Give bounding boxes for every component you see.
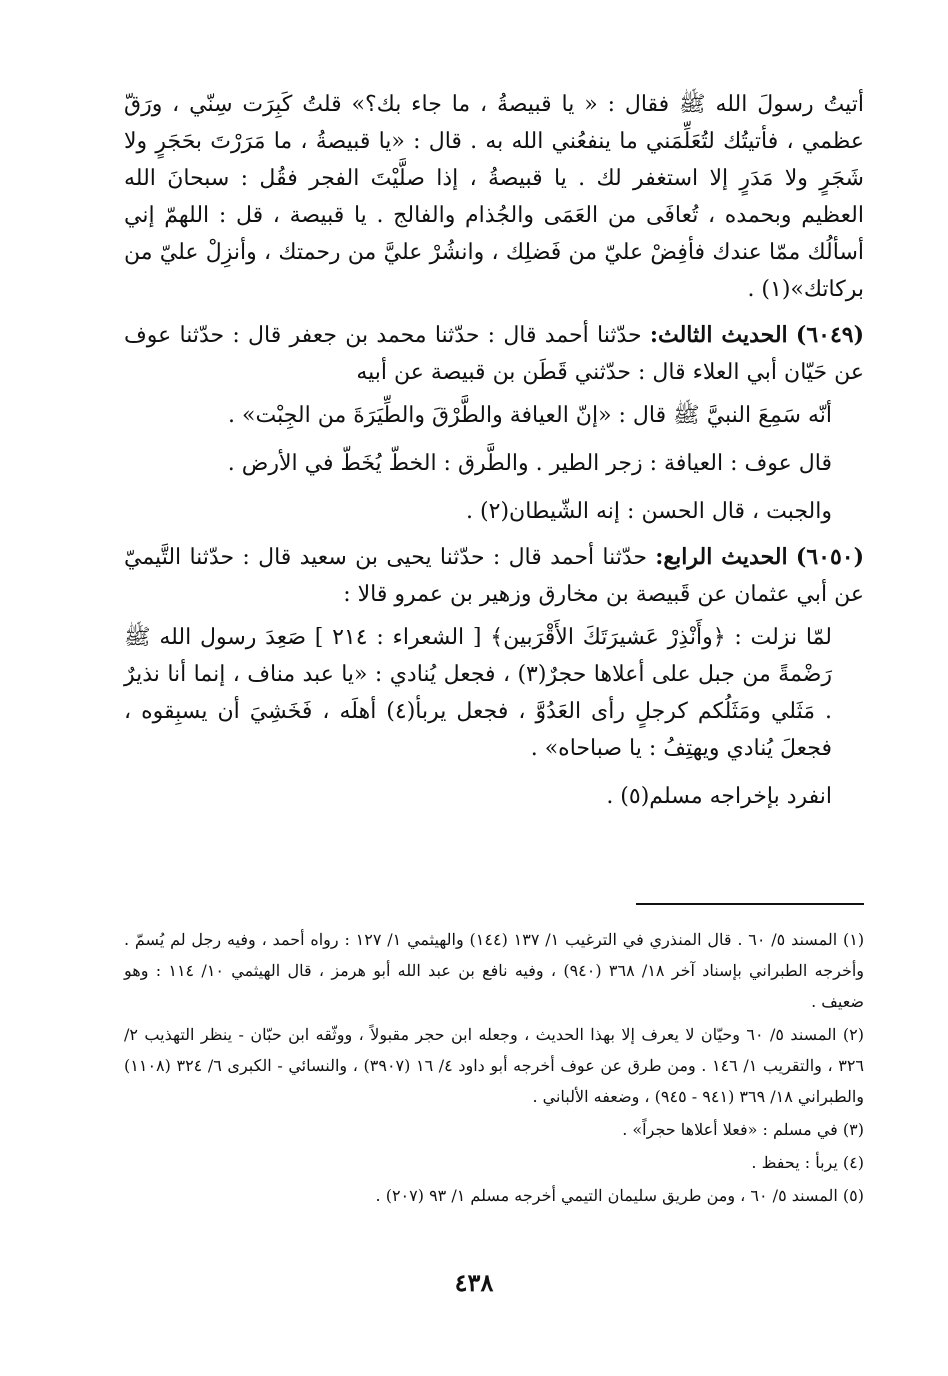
hadith-4-heading bbox=[124, 539, 864, 613]
hadith-3-text: أنّه سَمِعَ النبيَّ ﷺ قال : «إنّ العيافة والطَّرْقَ والطِّيَرَةَ من الجِبْت» . bbox=[228, 403, 832, 428]
main-text bbox=[124, 86, 864, 815]
footnote-2: (٢) المسند ٥/ ٦٠ وحيّان لا يعرف إلا بهذا الحديث ، وجعله ابن حجر مقبولاً ، ووثّقه ابن حبّان - ينظر التهذيب ٢/ ٣٢٦ ، والتقريب ١/ ١٤٦ . ومن طرق عن عوف أخرجه أبو داود ٤/ ١٦ (٣٩٠٧) ، والنسائي - الكبرى ٦/ ٣٢٤ (١١٠٨) والطبراني ١٨/ ٣٦٩ (٩٤١ - ٩٤٥) ، وضعفه الألباني . bbox=[124, 1025, 865, 1106]
footnote-1: (١) المسند ٥/ ٦٠ . قال المنذري في الترغيب ١/ ١٣٧ (١٤٤) والهيثمي ١/ ١٢٧ : رواه أحمد ، وفيه رجل لم يُسمّ . وأخرجه الطبراني بإسناد آخر ١٨/ ٣٦٨ (٩٤٠) ، وفيه نافع بن عبد الله أبو هرمز ، قال الهيثمي ١٠/ ١١٤ : وهو ضعيف . bbox=[124, 930, 865, 1011]
hadith-number: (٦٠٥٠) bbox=[795, 544, 865, 570]
footnote-3: (٣) في مسلم : «فعلا أعلاها حجراً» . bbox=[622, 1120, 864, 1139]
hadith-number: (٦٠٤٩) bbox=[795, 322, 864, 348]
footnote-5: (٥) المسند ٥/ ٦٠ ، ومن طريق سليمان التيمي أخرجه مسلم ١/ ٩٣ (٢٠٧) . bbox=[375, 1186, 864, 1205]
hadith-4-text: لمّا نزلت : ﴿وأَنْذِرْ عَشيرَتَكَ الأَقْرَبين﴾ [ الشعراء : ٢١٤ ] صَعِدَ رسول الله ﷺ رَضْمةً من جبل على أعلاها حجرٌ(٣) ، فجعل يُنادي : «يا عبد مناف ، إنما أنا نذيرٌ . مَثَلي ومَثَلُكم كرجلٍ رأى العَدُوَّ ، فجعل يربأ(٤) أهلَه ، فَخَشِيَ أن يسبِقوه ، فجعلَ يُنادي ويهتِفُ : يا صباحاه» . bbox=[124, 625, 833, 761]
hadith-4-note: انفرد بإخراجه مسلم(٥) . bbox=[606, 784, 832, 809]
hadith-3-commentary-2: والجبت ، قال الحسن : إنه الشّيطان(٢) . bbox=[466, 499, 832, 524]
hadith-chain: حدّثنا أحمد قال : حدّثنا محمد بن جعفر قال : حدّثنا عوف عن حَيّان أبي العلاء قال : حدّثني قَطَن بن قبيصة عن أبيه bbox=[124, 323, 864, 385]
footnote-separator bbox=[636, 903, 864, 905]
hadith-3-heading bbox=[124, 317, 864, 391]
hadith-title: الحديث الثالث: bbox=[649, 322, 788, 348]
footnote-4: (٤) يربأ : يحفظ . bbox=[751, 1153, 864, 1172]
footnotes bbox=[124, 924, 864, 1213]
hadith-2-continuation: أتيتُ رسولَ الله ﷺ فقال : « يا قبيصةُ ، ما جاء بك؟» قلتُ كَبِرَت سِنّي ، ورَقّ عظمي ، فأتيتُك لتُعَلِّمَني ما ينفعُني الله به . قال : «يا قبيصةُ ، ما مَرَرْتَ بحَجَرٍ ولا شَجَرٍ ولا مَدَرٍ إلا استغفر لك . يا قبيصةُ ، إذا صلَّيْتَ الفجر فقُل : سبحانَ الله العظيم وبحمده ، تُعافَى من العَمَى والجُذام والفالج . يا قبيصة ، قل : اللهمّ إني أسألُك ممّا عندك فأفِضْ عليّ من فَضلِك ، وانشُرْ عليَّ من رحمتك ، وأنزِلْ عليّ من بركاتك»(١) . bbox=[124, 92, 864, 302]
page-number: ٤٣٨ bbox=[454, 1268, 494, 1297]
hadith-3-commentary: قال عوف : العيافة : زجر الطير . والطَّرق : الخطّ يُخَطّ في الأرض . bbox=[227, 451, 832, 476]
hadith-chain: حدّثنا أحمد قال : حدّثنا يحيى بن سعيد قال : حدّثنا التَّيميّ عن أبي عثمان عن قَبيصة بن مخارق وزهير بن عمرو قالا : bbox=[124, 545, 864, 607]
hadith-title: الحديث الرابع: bbox=[655, 544, 788, 570]
